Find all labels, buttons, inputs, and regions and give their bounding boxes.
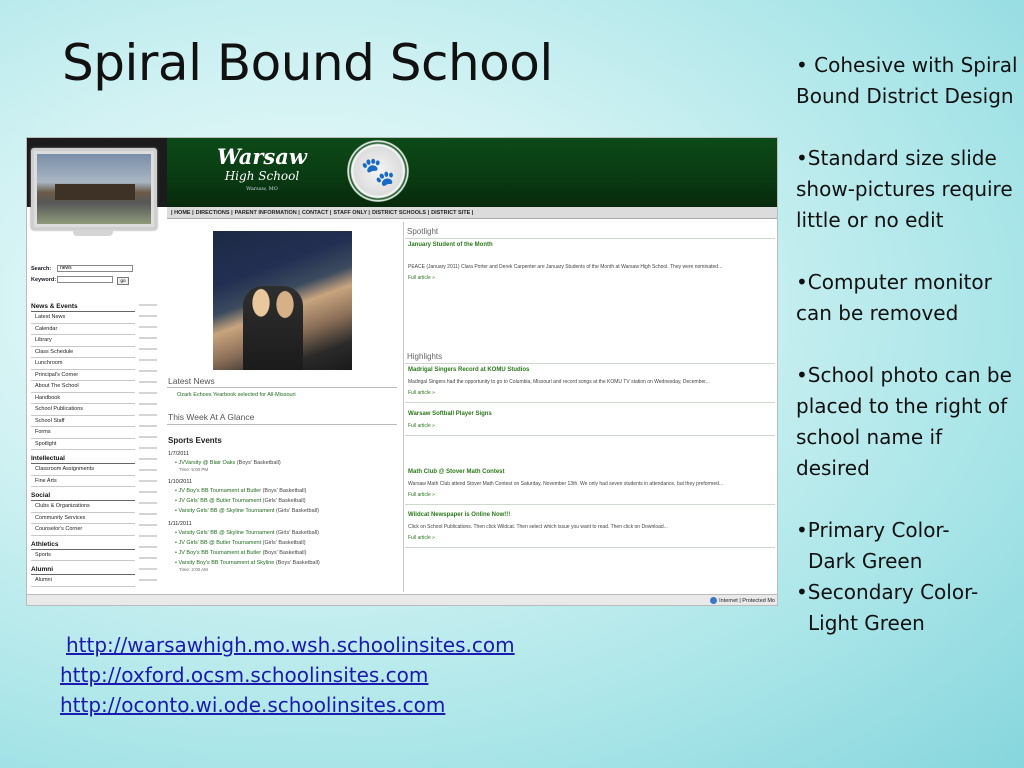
event-item[interactable]: [175, 530, 319, 536]
menu-item[interactable]: Handbook: [31, 393, 135, 405]
students-photo: [213, 231, 352, 370]
event-time: Time: 5:00 PM: [179, 467, 209, 472]
event-item[interactable]: [175, 550, 306, 556]
monitor-frame: [31, 148, 157, 230]
school-type: High School: [224, 169, 300, 183]
menu-item[interactable]: Spotlight: [31, 439, 135, 451]
secondary-color-value: Light Green: [808, 611, 925, 635]
menu-item[interactable]: Counselor's Corner: [31, 524, 135, 536]
full-article-link[interactable]: Full article »: [408, 275, 435, 281]
column-divider: [403, 222, 404, 592]
full-article-link[interactable]: Full article »: [408, 390, 435, 396]
nav-item[interactable]: STAFF ONLY |: [333, 210, 370, 216]
link-oxford[interactable]: http://oxford.ocsm.schoolinsites.com: [60, 663, 429, 687]
sports-heading: Sports Events: [168, 436, 222, 445]
event-title[interactable]: • Varsity Boy's BB Tournament at Skyline: [175, 560, 275, 566]
event-time: Time: 2:00 AM: [179, 567, 208, 572]
divider: [405, 547, 775, 548]
highlight-text: Click on School Publications. Then click Wildcat. Then select which issue you want to read. Then click on Download...: [408, 524, 668, 530]
link-oconto[interactable]: http://oconto.wi.ode.schoolinsites.com: [60, 693, 446, 717]
event-title[interactable]: • JV Boy's BB Tournament at Butler: [175, 488, 262, 494]
full-article-link[interactable]: Full article »: [408, 492, 435, 498]
spiral-binding: [139, 298, 157, 588]
note-item: • Cohesive with Spiral Bound District Design: [796, 53, 1018, 108]
event-item[interactable]: [175, 498, 306, 504]
divider: [167, 387, 397, 388]
event-item[interactable]: [175, 560, 320, 566]
menu-item[interactable]: Library: [31, 335, 135, 347]
highlights-heading: Highlights: [407, 352, 443, 361]
example-links: [60, 630, 515, 720]
nav-item[interactable]: CONTACT |: [301, 210, 332, 216]
primary-color-label: •Primary Color-: [796, 518, 950, 542]
event-category: (Boys' Basketball): [262, 488, 307, 494]
event-category: (Boys' Basketball): [262, 550, 307, 556]
primary-color-note: [796, 515, 1018, 577]
divider: [405, 402, 775, 403]
menu-item[interactable]: Fine Arts: [31, 476, 135, 488]
nav-item[interactable]: DIRECTIONS |: [195, 210, 233, 216]
full-article-link[interactable]: Full article »: [408, 423, 435, 429]
latest-news-item[interactable]: Ozark Echoes Yearbook selected for All-Missouri: [177, 392, 296, 398]
secondary-color-label: •Secondary Color-: [796, 580, 979, 604]
event-category: (Girls' Basketball): [275, 530, 319, 536]
keyword-label: Keyword:: [31, 277, 57, 283]
spotlight-title[interactable]: January Student of the Month: [408, 242, 493, 248]
event-item[interactable]: [175, 488, 306, 494]
menu-item[interactable]: School Staff: [31, 416, 135, 428]
note-item: •Standard size slide show-pictures require little or no edit: [796, 146, 1013, 232]
slide-notes: [796, 50, 1018, 639]
latest-news-heading: Latest News: [168, 376, 215, 386]
menu-item[interactable]: Class Schedule: [31, 347, 135, 359]
week-heading: This Week At A Glance: [168, 412, 255, 422]
nav-item[interactable]: PARENT INFORMATION |: [234, 210, 300, 216]
divider: [405, 238, 775, 239]
event-item[interactable]: [175, 508, 319, 514]
menu-item[interactable]: Forms: [31, 427, 135, 439]
highlight-title[interactable]: Warsaw Softball Player Signs: [408, 411, 492, 417]
menu-section-heading: Intellectual: [31, 453, 135, 464]
menu-item[interactable]: Principal's Corner: [31, 370, 135, 382]
school-location: Warsaw, MO: [246, 186, 278, 192]
event-item[interactable]: [175, 460, 281, 466]
note-item: •Computer monitor can be removed: [796, 270, 992, 325]
event-title[interactable]: • JV Boy's BB Tournament at Butler: [175, 550, 262, 556]
link-warsaw[interactable]: http://warsawhigh.mo.wsh.schoolinsites.com: [66, 633, 515, 657]
highlight-title[interactable]: Math Club @ Stover Math Contest: [408, 469, 505, 475]
highlight-title[interactable]: Madrigal Singers Record at KOMU Studios: [408, 367, 530, 373]
side-menu: [31, 298, 135, 587]
menu-item[interactable]: Clubs & Organizations: [31, 501, 135, 513]
nav-item[interactable]: | HOME |: [171, 210, 194, 216]
menu-item[interactable]: Calendar: [31, 324, 135, 336]
event-category: (Girls' Basketball): [262, 540, 306, 546]
globe-icon: [710, 597, 717, 604]
divider: [405, 435, 775, 436]
event-title[interactable]: • JV Girls' BB @ Butler Tournament: [175, 498, 262, 504]
note-item: •School photo can be placed to the right of school name if desired: [796, 363, 1012, 480]
event-date: 1/11/2011: [168, 521, 192, 527]
menu-item[interactable]: Latest News: [31, 312, 135, 324]
primary-color-value: Dark Green: [808, 549, 923, 573]
menu-item[interactable]: Alumni: [31, 575, 135, 587]
nav-item[interactable]: DISTRICT SCHOOLS |: [371, 210, 430, 216]
menu-item[interactable]: Sports: [31, 550, 135, 562]
search-label: Search:: [31, 266, 52, 272]
school-name-word: Warsaw: [217, 144, 307, 169]
spotlight-text: PEACE (January 2011) Clara Porter and Derek Carpenter are January Students of the Month at Warsaw High School. They were nominated...: [408, 264, 723, 270]
menu-section-heading: News & Events: [31, 301, 135, 312]
event-title[interactable]: • JVVarsity @ Blair Oaks: [175, 460, 236, 466]
secondary-color-note: [796, 577, 1018, 639]
highlight-title[interactable]: Wildcat Newspaper is Online Now!!!: [408, 512, 511, 518]
event-date: 1/7/2011: [168, 451, 190, 457]
keyword-input[interactable]: [57, 276, 113, 283]
event-category: (Boys' Basketball): [236, 460, 281, 466]
menu-section-heading: Athletics: [31, 539, 135, 550]
school-building-photo: [37, 154, 151, 224]
spotlight-heading: Spotlight: [407, 227, 439, 236]
menu-section-heading: Social: [31, 490, 135, 501]
menu-item[interactable]: School Publications: [31, 404, 135, 416]
menu-item[interactable]: Classroom Assignments: [31, 464, 135, 476]
divider: [167, 424, 397, 425]
event-category: (Girls' Basketball): [275, 508, 319, 514]
highlight-text: Madrigal Singers had the opportunity to go to Columbia, Missouri and record songs at the KOMU TV station on Wednesday, December...: [408, 379, 710, 385]
go-button[interactable]: go: [117, 277, 129, 285]
event-category: (Boys' Basketball): [275, 560, 320, 566]
browser-status-bar: [27, 594, 778, 606]
menu-item[interactable]: About The School: [31, 381, 135, 393]
slide-title: Spiral Bound School: [62, 34, 553, 92]
website-screenshot: [26, 137, 778, 606]
site-nav: [167, 207, 778, 219]
event-title[interactable]: • Varsity Girls' BB @ Skyline Tournament: [175, 508, 275, 514]
event-date: 1/10/2011: [168, 479, 193, 485]
status-text: Internet | Protected Mo: [719, 598, 775, 604]
event-title[interactable]: • Varsity Girls' BB @ Skyline Tournament: [175, 530, 275, 536]
menu-item[interactable]: Lunchroom: [31, 358, 135, 370]
event-title[interactable]: • JV Girls' BB @ Butler Tournament: [175, 540, 262, 546]
highlight-text: Warsaw Math Club attend Stover Math Contest on Saturday, November 13th. We only had seven students in attendance, but they preformed...: [408, 481, 724, 487]
event-item[interactable]: [175, 540, 306, 546]
menu-item[interactable]: Community Services: [31, 513, 135, 525]
full-article-link[interactable]: Full article »: [408, 535, 435, 541]
divider: [405, 363, 775, 364]
divider: [405, 504, 775, 505]
search-select[interactable]: news: [57, 265, 133, 272]
menu-section-heading: Alumni: [31, 564, 135, 575]
nav-item[interactable]: DISTRICT SITE |: [431, 210, 474, 216]
monitor-stand: [73, 230, 113, 236]
event-category: (Girls' Basketball): [262, 498, 306, 504]
school-name: [217, 144, 307, 192]
wildcat-mascot-icon: 🐾: [347, 140, 409, 202]
